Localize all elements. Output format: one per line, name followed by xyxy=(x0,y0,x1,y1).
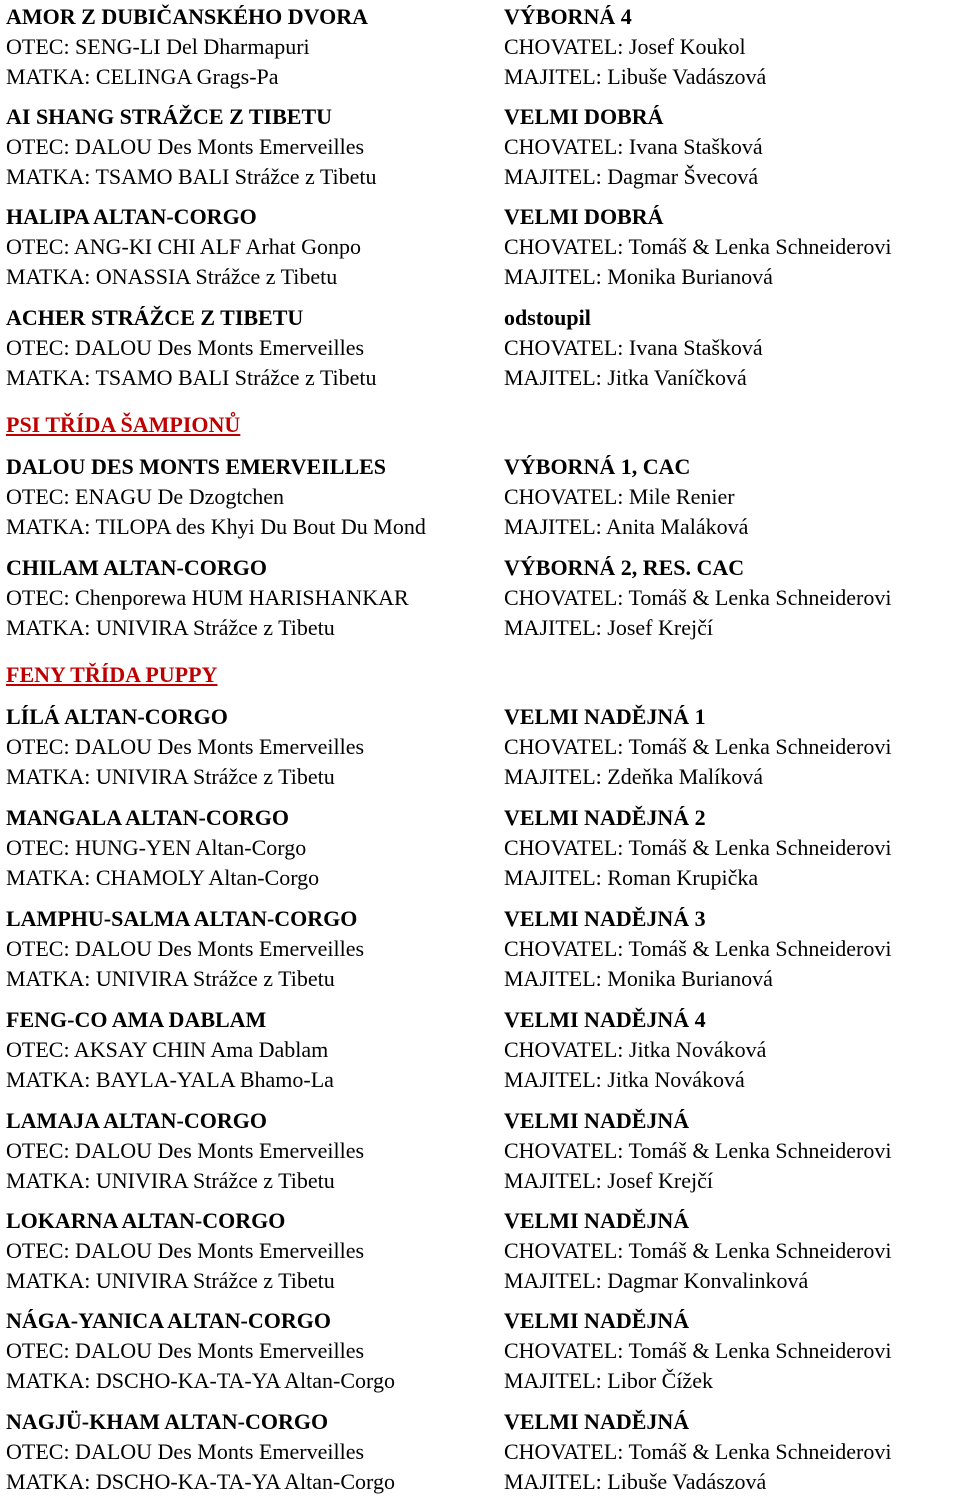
entry-line xyxy=(0,1407,960,1437)
owner: MAJITEL: Monika Burianová xyxy=(504,264,773,289)
entry-line xyxy=(0,363,960,393)
entry-line xyxy=(0,1266,960,1296)
sire: OTEC: DALOU Des Monts Emerveilles xyxy=(6,1439,365,1464)
entry-line xyxy=(0,162,960,192)
entry-line xyxy=(0,1236,960,1266)
entry-line xyxy=(0,1206,960,1236)
dog-name: NÁGA-YANICA ALTAN-CORGO xyxy=(6,1308,331,1333)
breeder: CHOVATEL: Tomáš & Lenka Schneiderovi xyxy=(504,835,892,860)
dam: MATKA: CELINGA Grags-Pa xyxy=(6,64,279,89)
rating: VÝBORNÁ 1, CAC xyxy=(504,454,691,479)
owner: MAJITEL: Anita Maláková xyxy=(504,514,749,539)
entry-line xyxy=(0,1136,960,1166)
breeder: CHOVATEL: Tomáš & Lenka Schneiderovi xyxy=(504,1238,892,1263)
dog-entry xyxy=(0,1005,960,1095)
entry-line xyxy=(0,762,960,792)
entry-line xyxy=(0,1065,960,1095)
dog-name: LOKARNA ALTAN-CORGO xyxy=(6,1208,286,1233)
dog-name: AI SHANG STRÁŽCE Z TIBETU xyxy=(6,104,333,129)
dam: MATKA: UNIVIRA Strážce z Tibetu xyxy=(6,966,335,991)
owner: MAJITEL: Jitka Nováková xyxy=(504,1067,745,1092)
owner: MAJITEL: Monika Burianová xyxy=(504,966,773,991)
dog-entry xyxy=(0,1106,960,1196)
entry-line xyxy=(0,1467,960,1497)
rating: VÝBORNÁ 4 xyxy=(504,4,632,29)
entry-line xyxy=(0,262,960,292)
entry-line xyxy=(0,553,960,583)
rating: VELMI NADĚJNÁ 2 xyxy=(504,805,706,830)
entry-line xyxy=(0,132,960,162)
entry-line xyxy=(0,702,960,732)
dog-name: LÍLÁ ALTAN-CORGO xyxy=(6,704,228,729)
dog-name: DALOU DES MONTS EMERVEILLES xyxy=(6,454,387,479)
entry-line xyxy=(0,1437,960,1467)
dam: MATKA: ONASSIA Strážce z Tibetu xyxy=(6,264,338,289)
owner: MAJITEL: Dagmar Konvalinková xyxy=(504,1268,809,1293)
entry-line xyxy=(0,2,960,32)
rating: VELMI NADĚJNÁ xyxy=(504,1409,690,1434)
entry-line xyxy=(0,863,960,893)
sire: OTEC: DALOU Des Monts Emerveilles xyxy=(6,1338,365,1363)
entry-line xyxy=(0,583,960,613)
entry-line xyxy=(0,1166,960,1196)
dam: MATKA: UNIVIRA Strážce z Tibetu xyxy=(6,764,335,789)
sire: OTEC: DALOU Des Monts Emerveilles xyxy=(6,936,365,961)
breeder: CHOVATEL: Ivana Stašková xyxy=(504,134,763,159)
dog-entry xyxy=(0,702,960,792)
owner: MAJITEL: Jitka Vaníčková xyxy=(504,365,747,390)
rating: VELMI NADĚJNÁ 3 xyxy=(504,906,706,931)
dam: MATKA: DSCHO-KA-TA-YA Altan-Corgo xyxy=(6,1469,395,1494)
dog-entry xyxy=(0,803,960,893)
breeder: CHOVATEL: Mile Renier xyxy=(504,484,735,509)
entry-line xyxy=(0,303,960,333)
entry-line xyxy=(0,452,960,482)
sire: OTEC: HUNG-YEN Altan-Corgo xyxy=(6,835,307,860)
sire: OTEC: ENAGU De Dzogtchen xyxy=(6,484,284,509)
entry-line xyxy=(0,833,960,863)
entry-line xyxy=(0,1035,960,1065)
entry-line xyxy=(0,1366,960,1396)
rating: VÝBORNÁ 2, RES. CAC xyxy=(504,555,745,580)
rating: odstoupil xyxy=(504,305,591,330)
owner: MAJITEL: Zdeňka Malíková xyxy=(504,764,764,789)
sire: OTEC: DALOU Des Monts Emerveilles xyxy=(6,1138,365,1163)
breeder: CHOVATEL: Tomáš & Lenka Schneiderovi xyxy=(504,585,892,610)
rating: VELMI NADĚJNÁ 1 xyxy=(504,704,706,729)
dog-entry xyxy=(0,553,960,643)
dog-name: NAGJÜ-KHAM ALTAN-CORGO xyxy=(6,1409,329,1434)
breeder: CHOVATEL: Tomáš & Lenka Schneiderovi xyxy=(504,1138,892,1163)
entry-line xyxy=(0,32,960,62)
breeder: CHOVATEL: Tomáš & Lenka Schneiderovi xyxy=(504,234,892,259)
dog-entry xyxy=(0,202,960,292)
rating: VELMI DOBRÁ xyxy=(504,104,664,129)
dog-entry xyxy=(0,303,960,393)
entry-line xyxy=(0,732,960,762)
sire: OTEC: DALOU Des Monts Emerveilles xyxy=(6,335,365,360)
dam: MATKA: UNIVIRA Strážce z Tibetu xyxy=(6,615,335,640)
sire: OTEC: DALOU Des Monts Emerveilles xyxy=(6,134,365,159)
entry-line xyxy=(0,232,960,262)
breeder: CHOVATEL: Tomáš & Lenka Schneiderovi xyxy=(504,936,892,961)
dog-name: MANGALA ALTAN-CORGO xyxy=(6,805,289,830)
owner: MAJITEL: Josef Krejčí xyxy=(504,615,713,640)
dog-entry xyxy=(0,1407,960,1497)
entry-line xyxy=(0,512,960,542)
sire: OTEC: Chenporewa HUM HARISHANKAR xyxy=(6,585,409,610)
entry-line xyxy=(0,613,960,643)
dog-name: CHILAM ALTAN-CORGO xyxy=(6,555,267,580)
sire: OTEC: AKSAY CHIN Ama Dablam xyxy=(6,1037,329,1062)
dog-name: AMOR Z DUBIČANSKÉHO DVORA xyxy=(6,4,368,29)
dog-entry xyxy=(0,1306,960,1396)
dog-entry xyxy=(0,452,960,542)
owner: MAJITEL: Dagmar Švecová xyxy=(504,164,759,189)
breeder: CHOVATEL: Jitka Nováková xyxy=(504,1037,767,1062)
dog-name: ACHER STRÁŽCE Z TIBETU xyxy=(6,305,304,330)
entry-line xyxy=(0,803,960,833)
owner: MAJITEL: Roman Krupička xyxy=(504,865,759,890)
dog-name: FENG-CO AMA DABLAM xyxy=(6,1007,267,1032)
rating: VELMI NADĚJNÁ xyxy=(504,1208,690,1233)
entry-line xyxy=(0,202,960,232)
dog-entry xyxy=(0,2,960,92)
rating: VELMI NADĚJNÁ xyxy=(504,1108,690,1133)
dam: MATKA: DSCHO-KA-TA-YA Altan-Corgo xyxy=(6,1368,395,1393)
dog-name: LAMAJA ALTAN-CORGO xyxy=(6,1108,267,1133)
rating: VELMI DOBRÁ xyxy=(504,204,664,229)
entry-line xyxy=(0,482,960,512)
sire: OTEC: DALOU Des Monts Emerveilles xyxy=(6,1238,365,1263)
breeder: CHOVATEL: Tomáš & Lenka Schneiderovi xyxy=(504,1338,892,1363)
dog-entry xyxy=(0,102,960,192)
dam: MATKA: CHAMOLY Altan-Corgo xyxy=(6,865,320,890)
owner: MAJITEL: Libor Čížek xyxy=(504,1368,713,1393)
section-heading: FENY TŘÍDA PUPPY xyxy=(6,662,218,687)
breeder: CHOVATEL: Tomáš & Lenka Schneiderovi xyxy=(504,734,892,759)
owner: MAJITEL: Josef Krejčí xyxy=(504,1168,713,1193)
rating: VELMI NADĚJNÁ xyxy=(504,1308,690,1333)
entry-line xyxy=(0,62,960,92)
entry-line xyxy=(0,964,960,994)
dam: MATKA: UNIVIRA Strážce z Tibetu xyxy=(6,1168,335,1193)
rating: VELMI NADĚJNÁ 4 xyxy=(504,1007,706,1032)
breeder: CHOVATEL: Ivana Stašková xyxy=(504,335,763,360)
sire: OTEC: DALOU Des Monts Emerveilles xyxy=(6,734,365,759)
dam: MATKA: UNIVIRA Strážce z Tibetu xyxy=(6,1268,335,1293)
entry-line xyxy=(0,1336,960,1366)
entry-line xyxy=(0,1005,960,1035)
breeder: CHOVATEL: Josef Koukol xyxy=(504,34,746,59)
entry-line xyxy=(0,904,960,934)
entry-line xyxy=(0,333,960,363)
sire: OTEC: ANG-KI CHI ALF Arhat Gonpo xyxy=(6,234,362,259)
dam: MATKA: TILOPA des Khyi Du Bout Du Mond xyxy=(6,514,426,539)
dam: MATKA: TSAMO BALI Strážce z Tibetu xyxy=(6,365,377,390)
entry-line xyxy=(0,1306,960,1336)
entry-line xyxy=(0,934,960,964)
dog-entry xyxy=(0,904,960,994)
dam: MATKA: BAYLA-YALA Bhamo-La xyxy=(6,1067,334,1092)
entry-line xyxy=(0,102,960,132)
section-heading: PSI TŘÍDA ŠAMPIONŮ xyxy=(6,412,241,437)
dog-name: HALIPA ALTAN-CORGO xyxy=(6,204,257,229)
sire: OTEC: SENG-LI Del Dharmapuri xyxy=(6,34,310,59)
owner: MAJITEL: Libuše Vadászová xyxy=(504,64,767,89)
dog-name: LAMPHU-SALMA ALTAN-CORGO xyxy=(6,906,358,931)
breeder: CHOVATEL: Tomáš & Lenka Schneiderovi xyxy=(504,1439,892,1464)
owner: MAJITEL: Libuše Vadászová xyxy=(504,1469,767,1494)
dog-entry xyxy=(0,1206,960,1296)
dam: MATKA: TSAMO BALI Strážce z Tibetu xyxy=(6,164,377,189)
entry-line xyxy=(0,1106,960,1136)
